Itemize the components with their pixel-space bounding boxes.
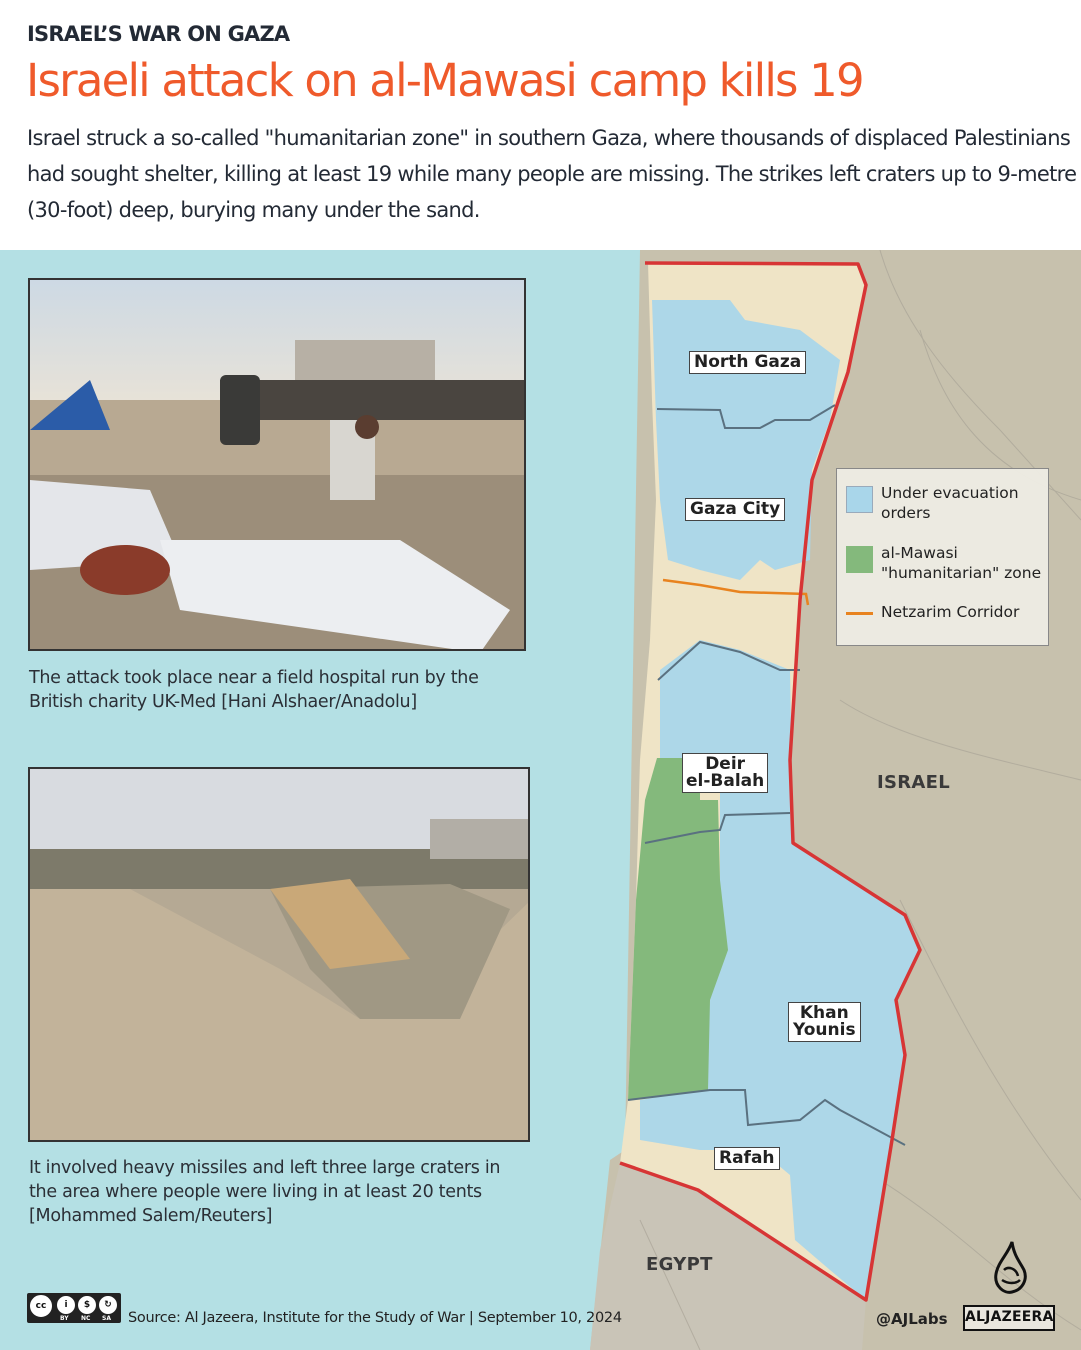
map-legend <box>836 468 1049 646</box>
cc-icon: cc <box>30 1295 52 1317</box>
header <box>0 0 1081 250</box>
nc-icon: $ <box>78 1296 96 1314</box>
headline: Israeli attack on al-Mawasi camp kills 19 <box>26 54 863 107</box>
legend-item-netzarim: Netzarim Corridor <box>846 602 1019 622</box>
photo-destroyed-tents <box>28 278 526 651</box>
by-icon: i <box>57 1296 75 1314</box>
country-label-egypt: EGYPT <box>646 1254 713 1275</box>
ajlabs-handle: @AJLabs <box>876 1310 948 1328</box>
evacuation-swatch-icon <box>846 486 873 513</box>
sa-icon: ↻ <box>99 1296 117 1314</box>
photo-caption-1: The attack took place near a field hospital run by the British charity UK-Med [Hani Alshaer/Anadolu] <box>29 668 479 712</box>
source-line: Source: Al Jazeera, Institute for the Study of War | September 10, 2024 <box>128 1310 622 1326</box>
map-label-khan-younis: Khan Younis <box>788 1002 861 1042</box>
standfirst: Israel struck a so-called "humanitarian zone" in southern Gaza, where thousands of displaced Palestinians had sought shelter, killing at least 19 while many people are missing. The strikes left craters up to 9-metre (30-foot) deep, burying many under the sand. <box>27 126 1077 222</box>
aljazeera-logo-icon <box>988 1240 1034 1298</box>
country-label-israel: ISRAEL <box>877 772 951 793</box>
netzarim-line-icon <box>846 612 873 615</box>
map-label-rafah: Rafah <box>714 1147 780 1170</box>
legend-item-mawasi: al-Mawasi "humanitarian" zone <box>846 543 1041 583</box>
legend-item-evacuation: Under evacuation orders <box>846 483 1019 523</box>
mawasi-swatch-icon <box>846 546 873 573</box>
section-kicker: ISRAEL’S WAR ON GAZA <box>27 22 290 46</box>
creative-commons-badge: cc i $ ↻ BY NC SA <box>27 1293 121 1323</box>
infographic-body <box>0 250 1081 1350</box>
aljazeera-wordmark: ALJAZEERA <box>963 1305 1055 1331</box>
photo-caption-2: It involved heavy missiles and left three large craters in the area where people were living in at least 20 tents [Mohammed Salem/Reuters] <box>29 1158 501 1226</box>
photo-crater <box>28 767 530 1142</box>
map-label-gaza-city: Gaza City <box>685 498 785 521</box>
map-label-deir-el-balah: Deir el-Balah <box>682 753 768 793</box>
map-label-north-gaza: North Gaza <box>689 351 806 374</box>
